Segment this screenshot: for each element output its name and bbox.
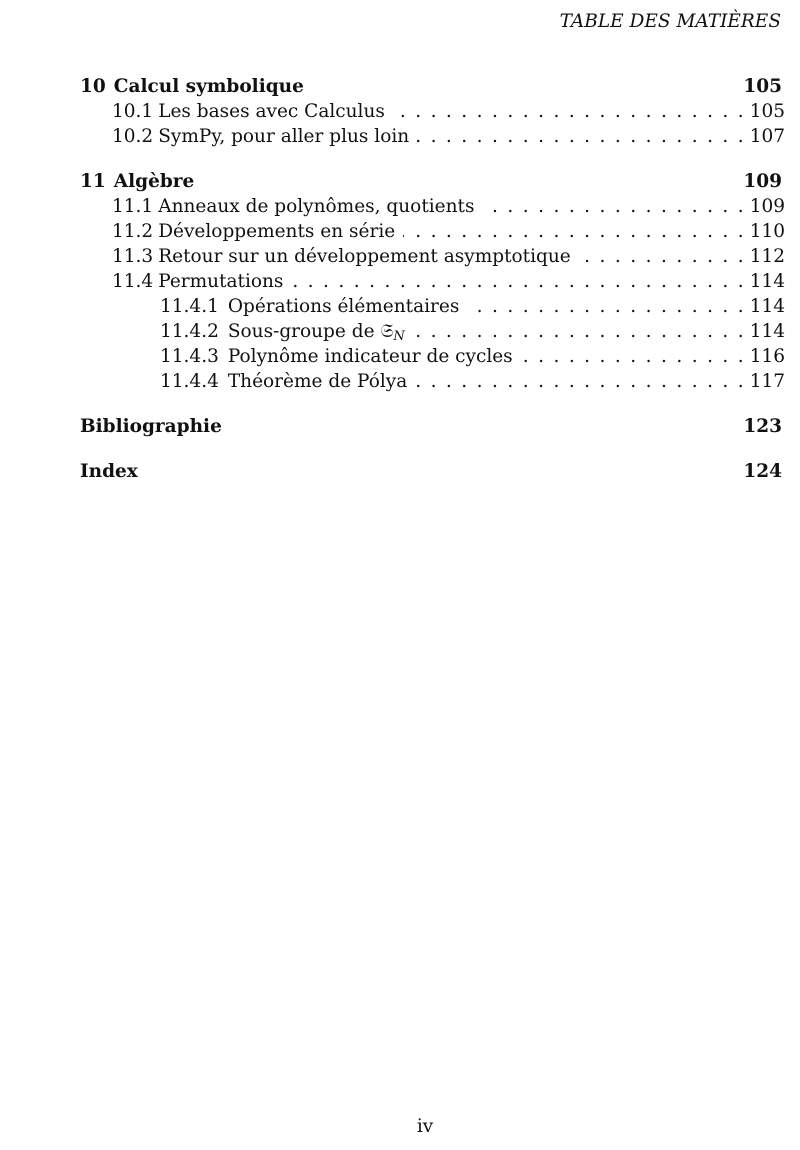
toc-section-11-2[interactable] [80,219,785,244]
page-number: 123 [743,416,782,437]
page-number: 116 [749,346,785,367]
chapter-title: Index [80,461,138,482]
toc-subsection-11-4-2[interactable] [80,319,785,344]
page-number: 114 [749,321,785,342]
subsection-title: Opérations élémentaires [227,296,460,317]
page-number: 110 [749,221,785,242]
section-number: 10.1 [112,101,154,122]
dot-leader [291,269,743,294]
page-number: 109 [743,171,782,192]
chapter-title: Calcul symbolique [113,76,304,97]
dot-leader [403,219,744,244]
symbol-subscript: N [393,329,405,344]
section-number: 11.4 [112,271,154,292]
section-title: Permutations [158,271,284,292]
toc-bibliography[interactable] [80,414,785,439]
section-title: Développements en série [158,221,396,242]
page-number: 105 [749,101,785,122]
page-number: 107 [749,126,785,147]
chapter-number: 10 [80,76,106,97]
spacer [80,149,785,169]
chapter-title: Bibliographie [80,416,222,437]
toc-section-10-1[interactable] [80,99,785,124]
dot-leader [467,294,743,319]
toc-section-11-1[interactable] [80,194,785,219]
dot-leader [482,194,743,219]
toc-index[interactable] [80,459,785,484]
section-title: Retour sur un développement asymptotique [158,246,571,267]
spacer [80,394,785,414]
subsection-number: 11.4.3 [160,346,219,367]
section-number: 10.2 [112,126,154,147]
dot-leader [417,124,744,149]
spacer [80,439,785,459]
toc-subsection-11-4-1[interactable] [80,294,785,319]
page-folio: iv [416,1116,434,1137]
section-number: 11.1 [112,196,154,217]
table-of-contents [80,74,785,484]
page-number: 117 [749,371,785,392]
section-title: Les bases avec Calculus [158,101,385,122]
toc-subsection-11-4-4[interactable] [80,369,785,394]
chapter-number: 11 [80,171,106,192]
chapter-title: Algèbre [113,171,195,192]
toc-chapter-11[interactable] [80,169,785,194]
running-header: TABLE DES MATIÈRES [559,11,781,32]
section-title: SymPy, pour aller plus loin [158,126,410,147]
dot-leader [393,99,744,124]
toc-section-10-2[interactable] [80,124,785,149]
page-number: 112 [749,246,785,267]
toc-subsection-11-4-3[interactable] [80,344,785,369]
dot-leader [521,344,744,369]
page-number: 109 [749,196,785,217]
toc-section-11-3[interactable] [80,244,785,269]
page-number: 114 [749,271,785,292]
subsection-title: Polynôme indicateur de cycles [227,346,513,367]
page-number: 124 [743,461,782,482]
toc-section-11-4[interactable] [80,269,785,294]
toc-chapter-10[interactable] [80,74,785,99]
section-title: Anneaux de polynômes, quotients [158,196,475,217]
subsection-number: 11.4.1 [160,296,219,317]
page-number: 105 [743,76,782,97]
section-number: 11.3 [112,246,154,267]
subsection-title: Théorème de Pólya [227,371,408,392]
section-number: 11.2 [112,221,154,242]
dot-leader [413,319,744,344]
dot-leader [579,244,744,269]
dot-leader [415,369,743,394]
page-number: 114 [749,296,785,317]
subsection-number: 11.4.4 [160,371,219,392]
subsection-title-text: Sous-groupe de [227,321,381,342]
subsection-number: 11.4.2 [160,321,219,342]
symmetric-group-symbol: 𝔖 [380,321,394,342]
